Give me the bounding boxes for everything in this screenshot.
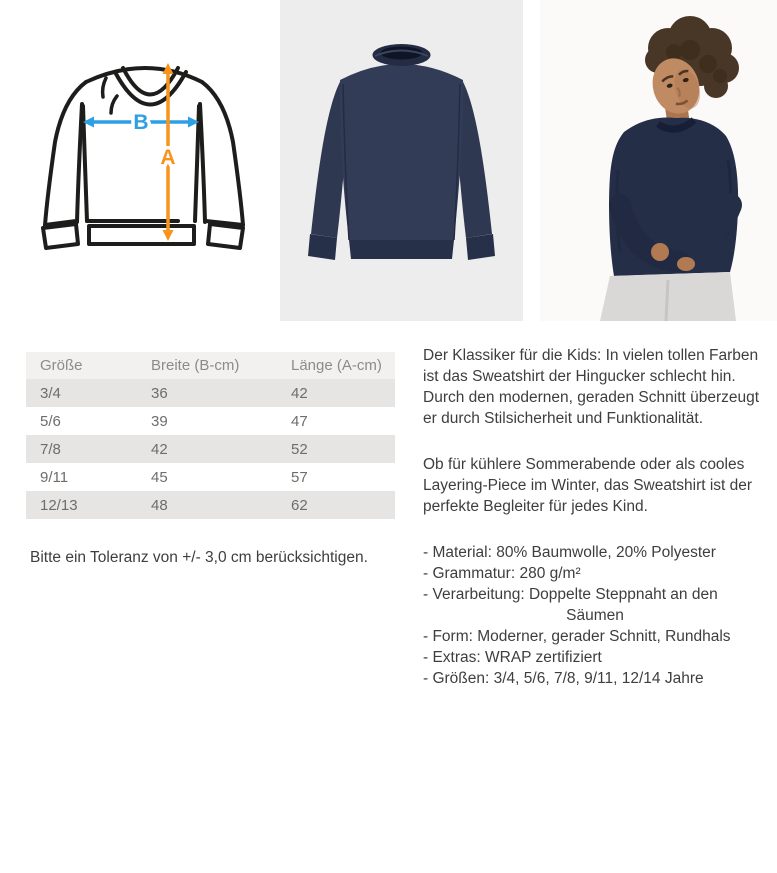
model-photo-image [540,0,777,321]
spec-verarbeitung-line1: - Verarbeitung: Doppelte Steppnaht an den [423,586,718,603]
size-cell: 5/6 [40,412,61,430]
size-table-header-row [26,352,395,379]
spec-groessen: - Größen: 3/4, 5/6, 7/8, 9/11, 12/14 Jahre [423,670,704,687]
size-cell: 9/11 [40,468,69,486]
column-header-width: Breite (B-cm) [137,352,277,379]
column-header-length: Länge (A-cm) [277,352,395,379]
width-cell: 45 [151,468,168,486]
sweatshirt-measurement-diagram [30,42,250,252]
table-row [26,463,395,491]
length-cell: 57 [291,468,308,486]
size-table [26,352,395,519]
spec-extras: - Extras: WRAP zertifiziert [423,649,602,666]
boy-hand [651,243,669,261]
table-row [26,379,395,407]
table-row [26,407,395,435]
boy-pants [600,272,736,321]
size-cell: 12/13 [40,496,78,514]
length-label: A [160,146,176,169]
spec-form: - Form: Moderner, gerader Schnitt, Rundhals [423,628,731,645]
size-cell: 7/8 [40,440,61,458]
description-paragraph: Ob für kühlere Sommerabende oder als cooles Layering-Piece im Winter, das Sweatshirt ist der perfekte Begleiter für jedes Kind. [423,456,753,515]
width-cell: 39 [151,412,168,430]
spec-grammatur: - Grammatur: 280 g/m² [423,565,581,582]
spec-verarbeitung-line2: Säumen [566,607,624,624]
length-cell: 52 [291,440,308,458]
sweatshirt-outline [43,68,243,248]
spec-material: - Material: 80% Baumwolle, 20% Polyester [423,544,716,561]
length-cell: 42 [291,384,308,402]
width-label: B [133,111,149,134]
product-photo-image [280,0,523,321]
tolerance-note: Bitte ein Toleranz von +/- 3,0 cm berücksichtigen. [30,549,368,566]
product-description [423,345,767,689]
boy-sweatshirt [609,118,738,276]
boy-hand [677,257,695,271]
model-photo [540,0,777,321]
length-cell: 47 [291,412,308,430]
spec-verarbeitung [423,584,767,626]
length-cell: 62 [291,496,308,514]
column-header-size: Größe [26,352,137,379]
width-arrow [83,111,199,134]
width-cell: 48 [151,496,168,514]
size-cell: 3/4 [40,384,61,402]
table-row [26,491,395,519]
description-paragraph: Der Klassiker für die Kids: In vielen tollen Farben ist das Sweatshirt der Hingucker schlecht hin. Durch den modernen, geraden Schnitt überzeugt er durch Stilsicherheit und Funktionalität. [423,347,760,427]
width-cell: 36 [151,384,168,402]
product-photo [280,0,523,321]
table-row [26,435,395,463]
width-cell: 42 [151,440,168,458]
size-diagram-image [30,42,250,252]
spec-list [423,542,767,689]
